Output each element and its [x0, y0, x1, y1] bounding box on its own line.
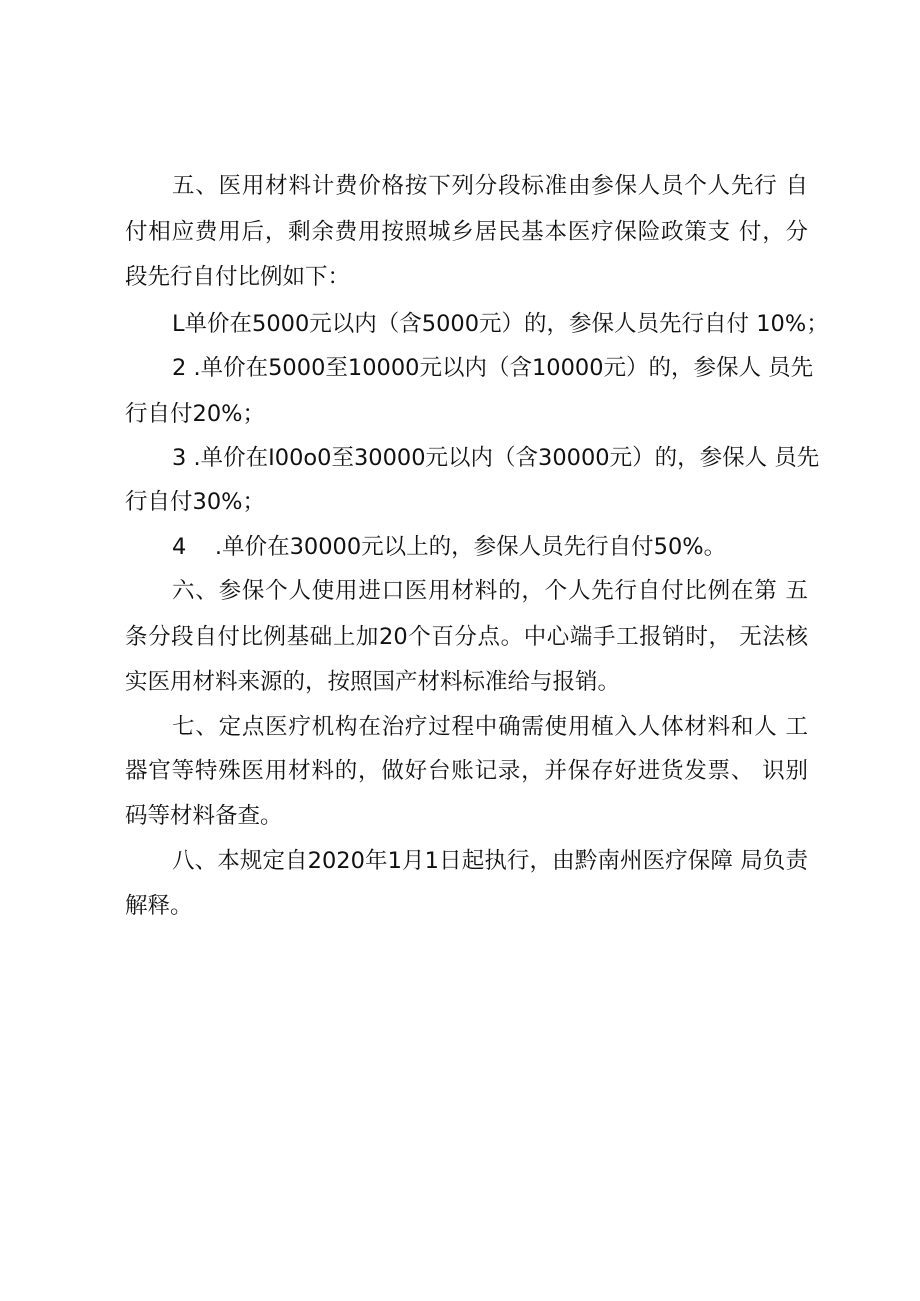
- text-line: 八、本规定自2020年1月1日起执行，由黔南州医疗保障 局负责: [172, 848, 808, 874]
- text-line: 五、医用材料计费价格按下列分段标准由参保人员个人先行 自: [172, 173, 808, 199]
- text-line: 条分段自付比例基础上加20个百分点。中心端手工报销时， 无法核: [125, 624, 808, 650]
- text-line: 行自付20%；: [125, 401, 266, 427]
- text-line: 解释。: [125, 893, 193, 919]
- text-line: 七、定点医疗机构在治疗过程中确需使用植入人体材料和人 工: [172, 714, 808, 740]
- text-line: 器官等特殊医用材料的，做好台账记录，并保存好进货发票、 识别: [125, 758, 808, 784]
- text-line: 行自付30%；: [125, 489, 266, 515]
- text-line: 码等材料备查。: [125, 803, 283, 829]
- text-line: 六、参保个人使用进口医用材料的，个人先行自付比例在第 五: [172, 578, 808, 604]
- text-line: L单价在5000元以内（含5000元）的，参保人员先行自付 10%；: [172, 311, 829, 337]
- text-line: 付相应费用后，剩余费用按照城乡居民基本医疗保险政策支 付，分: [125, 219, 808, 245]
- text-line: 段先行自付比例如下：: [125, 264, 351, 290]
- text-line: 2 .单价在5000至10000元以内（含10000元）的，参保人 员先: [172, 355, 814, 381]
- text-line: 实医用材料来源的，按照国产材料标准给与报销。: [125, 669, 621, 695]
- text-line: 3 .单价在I00o0至30000元以内（含30000元）的，参保人 员先: [172, 445, 820, 471]
- text-line: 4 .单价在30000元以上的，参保人员先行自付50%。: [172, 534, 727, 560]
